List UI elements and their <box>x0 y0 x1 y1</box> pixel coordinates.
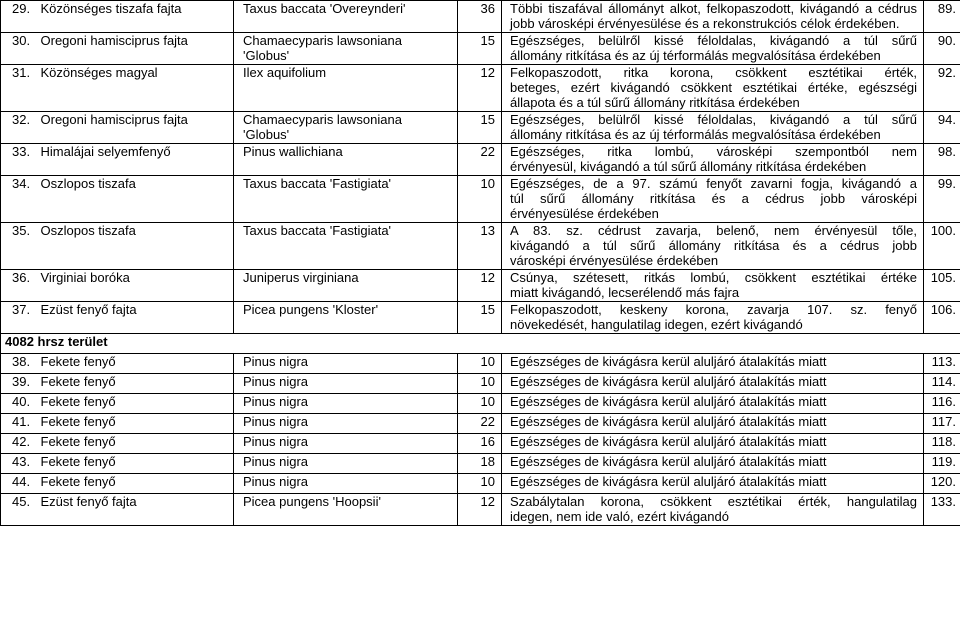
tree-number: 31. <box>1 65 37 112</box>
condition-description <box>502 354 924 374</box>
latin-name-line: Juniperus virginiana <box>243 270 359 285</box>
common-name: Fekete fenyő <box>37 394 234 414</box>
table-row <box>1 414 960 434</box>
trunk-diameter: 10 <box>458 354 502 374</box>
latin-name-line: Pinus nigra <box>243 354 309 369</box>
common-name: Ezüst fenyő fajta <box>37 302 234 334</box>
description-line: Egészséges de kivágásra kerül aluljáró átalakítás miatt <box>510 354 827 369</box>
condition-description <box>502 454 924 474</box>
trunk-diameter: 10 <box>458 474 502 494</box>
trunk-diameter: 36 <box>458 1 502 33</box>
latin-name <box>234 354 458 374</box>
description-line: Egészséges, ritka lombú, városképi szempontból nem <box>510 144 917 159</box>
latin-name <box>234 434 458 454</box>
condition-description <box>502 112 924 144</box>
latin-name-line: 'Globus' <box>243 48 290 63</box>
table-row <box>1 65 960 112</box>
latin-name-line: Pinus nigra <box>243 394 309 409</box>
description-line: Egészséges de kivágásra kerül aluljáró átalakítás miatt <box>510 434 827 449</box>
common-name: Közönséges tiszafa fajta <box>37 1 234 33</box>
map-reference-number: 90. <box>924 33 960 65</box>
description-line: A 83. sz. cédrust zavarja, belenő, nem érvényesül tőle, <box>510 223 917 238</box>
description-line: városképi érvényesülése érdekében <box>510 253 719 268</box>
description-line: jobb városképi érvényesülése és a rekonstrukciós célok érdekében. <box>510 16 900 31</box>
map-reference-number: 89. <box>924 1 960 33</box>
tree-number: 34. <box>1 176 37 223</box>
condition-description <box>502 302 924 334</box>
map-reference-number: 120. <box>924 474 960 494</box>
table-row <box>1 1 960 33</box>
tree-number: 33. <box>1 144 37 176</box>
description-line: érvényesül, kivágandó a túl sűrű állomány ritkítása érdekében <box>510 159 867 174</box>
latin-name <box>234 494 458 526</box>
description-line: Egészséges de kivágásra kerül aluljáró átalakítás miatt <box>510 474 827 489</box>
description-line: túl sűrű állomány ritkítása és a cédrus jobb városképi <box>510 191 917 206</box>
trunk-diameter: 10 <box>458 394 502 414</box>
map-reference-number: 106. <box>924 302 960 334</box>
latin-name-line: Taxus baccata 'Fastigiata' <box>243 223 392 238</box>
condition-description <box>502 1 924 33</box>
map-reference-number: 94. <box>924 112 960 144</box>
condition-description <box>502 144 924 176</box>
trunk-diameter: 18 <box>458 454 502 474</box>
description-line: érvényesülése érdekében <box>510 206 659 221</box>
table-row <box>1 223 960 270</box>
trunk-diameter: 12 <box>458 270 502 302</box>
common-name: Oregoni hamisciprus fajta <box>37 33 234 65</box>
section-row <box>1 334 960 354</box>
trunk-diameter: 22 <box>458 144 502 176</box>
description-line: Felkopaszodott, ritka korona, csökkent esztétikai érték, <box>510 65 917 80</box>
description-line: Egészséges de kivágásra kerül aluljáró átalakítás miatt <box>510 394 827 409</box>
common-name: Oszlopos tiszafa <box>37 223 234 270</box>
section-title: 4082 hrsz terület <box>1 334 960 354</box>
table-row <box>1 434 960 454</box>
table-row <box>1 394 960 414</box>
description-line: idegen, nem ide való, ezért kivágandó <box>510 509 729 524</box>
latin-name <box>234 302 458 334</box>
latin-name-line: Pinus nigra <box>243 474 309 489</box>
common-name: Fekete fenyő <box>37 374 234 394</box>
table-row <box>1 112 960 144</box>
latin-name <box>234 394 458 414</box>
description-line: kivágandó a túl sűrű állomány ritkítása és a cédrus jobb <box>510 238 917 253</box>
latin-name-line: Pinus nigra <box>243 414 309 429</box>
description-line: Egészséges, belülről kissé féloldalas, kivágandó a túl sűrű <box>510 112 917 127</box>
trunk-diameter: 15 <box>458 112 502 144</box>
trunk-diameter: 12 <box>458 65 502 112</box>
latin-name <box>234 33 458 65</box>
latin-name-line: Taxus baccata 'Fastigiata' <box>243 176 392 191</box>
trunk-diameter: 12 <box>458 494 502 526</box>
description-line: Többi tiszafával állományt alkot, felkopaszodott, kivágandó a cédrus <box>510 1 917 16</box>
map-reference-number: 118. <box>924 434 960 454</box>
latin-name <box>234 474 458 494</box>
latin-name-line: Pinus nigra <box>243 374 309 389</box>
condition-description <box>502 65 924 112</box>
latin-name-line: Pinus nigra <box>243 454 309 469</box>
tree-number: 41. <box>1 414 37 434</box>
map-reference-number: 105. <box>924 270 960 302</box>
condition-description <box>502 474 924 494</box>
latin-name-line: Chamaecyparis lawsoniana <box>243 112 402 127</box>
map-reference-number: 100. <box>924 223 960 270</box>
tree-number: 32. <box>1 112 37 144</box>
description-line: állomány ritkítása és az új térformálás megvalósítása érdekében <box>510 48 881 63</box>
map-reference-number: 119. <box>924 454 960 474</box>
tree-number: 42. <box>1 434 37 454</box>
latin-name-line: Taxus baccata 'Overeynderi' <box>243 1 406 16</box>
condition-description <box>502 270 924 302</box>
condition-description <box>502 223 924 270</box>
table-row <box>1 374 960 394</box>
common-name: Oregoni hamisciprus fajta <box>37 112 234 144</box>
tree-number: 37. <box>1 302 37 334</box>
description-line: Szabálytalan korona, csökkent esztétikai érték, hangulatilag <box>510 494 917 509</box>
common-name: Virginiai boróka <box>37 270 234 302</box>
trunk-diameter: 10 <box>458 374 502 394</box>
latin-name-line: Pinus nigra <box>243 434 309 449</box>
common-name: Fekete fenyő <box>37 454 234 474</box>
description-line: miatt kivágandó, lecserélendő más fajra <box>510 285 740 300</box>
common-name: Fekete fenyő <box>37 434 234 454</box>
table-row <box>1 176 960 223</box>
map-reference-number: 133. <box>924 494 960 526</box>
trunk-diameter: 15 <box>458 302 502 334</box>
tree-number: 35. <box>1 223 37 270</box>
common-name: Fekete fenyő <box>37 354 234 374</box>
condition-description <box>502 434 924 454</box>
common-name: Fekete fenyő <box>37 474 234 494</box>
latin-name-line: Picea pungens 'Hoopsii' <box>243 494 381 509</box>
condition-description <box>502 33 924 65</box>
table-row <box>1 494 960 526</box>
tree-number: 44. <box>1 474 37 494</box>
latin-name <box>234 454 458 474</box>
description-line: Felkopaszodott, keskeny korona, zavarja 107. sz. fenyő <box>510 302 917 317</box>
tree-number: 43. <box>1 454 37 474</box>
tree-number: 40. <box>1 394 37 414</box>
trunk-diameter: 10 <box>458 176 502 223</box>
map-reference-number: 114. <box>924 374 960 394</box>
description-line: beteges, ezért kivágandó csökkent esztétikai értéke, egészségi <box>510 80 917 95</box>
description-line: Egészséges de kivágásra kerül aluljáró átalakítás miatt <box>510 414 827 429</box>
latin-name-line: Picea pungens 'Kloster' <box>243 302 379 317</box>
map-reference-number: 98. <box>924 144 960 176</box>
description-line: Egészséges de kivágásra kerül aluljáró átalakítás miatt <box>510 374 827 389</box>
tree-number: 45. <box>1 494 37 526</box>
condition-description <box>502 494 924 526</box>
condition-description <box>502 414 924 434</box>
map-reference-number: 116. <box>924 394 960 414</box>
map-reference-number: 99. <box>924 176 960 223</box>
common-name: Ezüst fenyő fajta <box>37 494 234 526</box>
latin-name-line: Chamaecyparis lawsoniana <box>243 33 402 48</box>
table-row <box>1 33 960 65</box>
trunk-diameter: 13 <box>458 223 502 270</box>
description-line: Egészséges, belülről kissé féloldalas, kivágandó a túl sűrű <box>510 33 917 48</box>
common-name: Himalájai selyemfenyő <box>37 144 234 176</box>
condition-description <box>502 374 924 394</box>
latin-name <box>234 270 458 302</box>
common-name: Fekete fenyő <box>37 414 234 434</box>
table-row <box>1 144 960 176</box>
description-line: Csúnya, szétesett, ritkás lombú, csökkent esztétikai értéke <box>510 270 917 285</box>
condition-description <box>502 394 924 414</box>
latin-name <box>234 223 458 270</box>
map-reference-number: 92. <box>924 65 960 112</box>
description-line: Egészséges, de a 97. számú fenyőt zavarni fogja, kivágandó a <box>510 176 917 191</box>
map-reference-number: 117. <box>924 414 960 434</box>
trunk-diameter: 22 <box>458 414 502 434</box>
latin-name <box>234 374 458 394</box>
latin-name-line: Ilex aquifolium <box>243 65 327 80</box>
tree-number: 38. <box>1 354 37 374</box>
latin-name <box>234 65 458 112</box>
latin-name <box>234 144 458 176</box>
latin-name <box>234 176 458 223</box>
common-name: Közönséges magyal <box>37 65 234 112</box>
table-row <box>1 454 960 474</box>
trunk-diameter: 15 <box>458 33 502 65</box>
latin-name-line: 'Globus' <box>243 127 290 142</box>
common-name: Oszlopos tiszafa <box>37 176 234 223</box>
description-line: Egészséges de kivágásra kerül aluljáró átalakítás miatt <box>510 454 827 469</box>
tree-number: 39. <box>1 374 37 394</box>
tree-number: 29. <box>1 1 37 33</box>
latin-name <box>234 414 458 434</box>
latin-name <box>234 112 458 144</box>
latin-name-line: Pinus wallichiana <box>243 144 343 159</box>
tree-number: 36. <box>1 270 37 302</box>
map-reference-number: 113. <box>924 354 960 374</box>
tree-number: 30. <box>1 33 37 65</box>
table-row <box>1 302 960 334</box>
table-row <box>1 474 960 494</box>
description-line: állomány ritkítása és az új térformálás megvalósítása érdekében <box>510 127 881 142</box>
table-row <box>1 354 960 374</box>
latin-name <box>234 1 458 33</box>
trunk-diameter: 16 <box>458 434 502 454</box>
description-line: állapota és a túl sűrű állomány ritkítása érdekében <box>510 95 800 110</box>
description-line: növekedését, hangulatilag idegen, ezért kivágandó <box>510 317 803 332</box>
table-row <box>1 270 960 302</box>
condition-description <box>502 176 924 223</box>
